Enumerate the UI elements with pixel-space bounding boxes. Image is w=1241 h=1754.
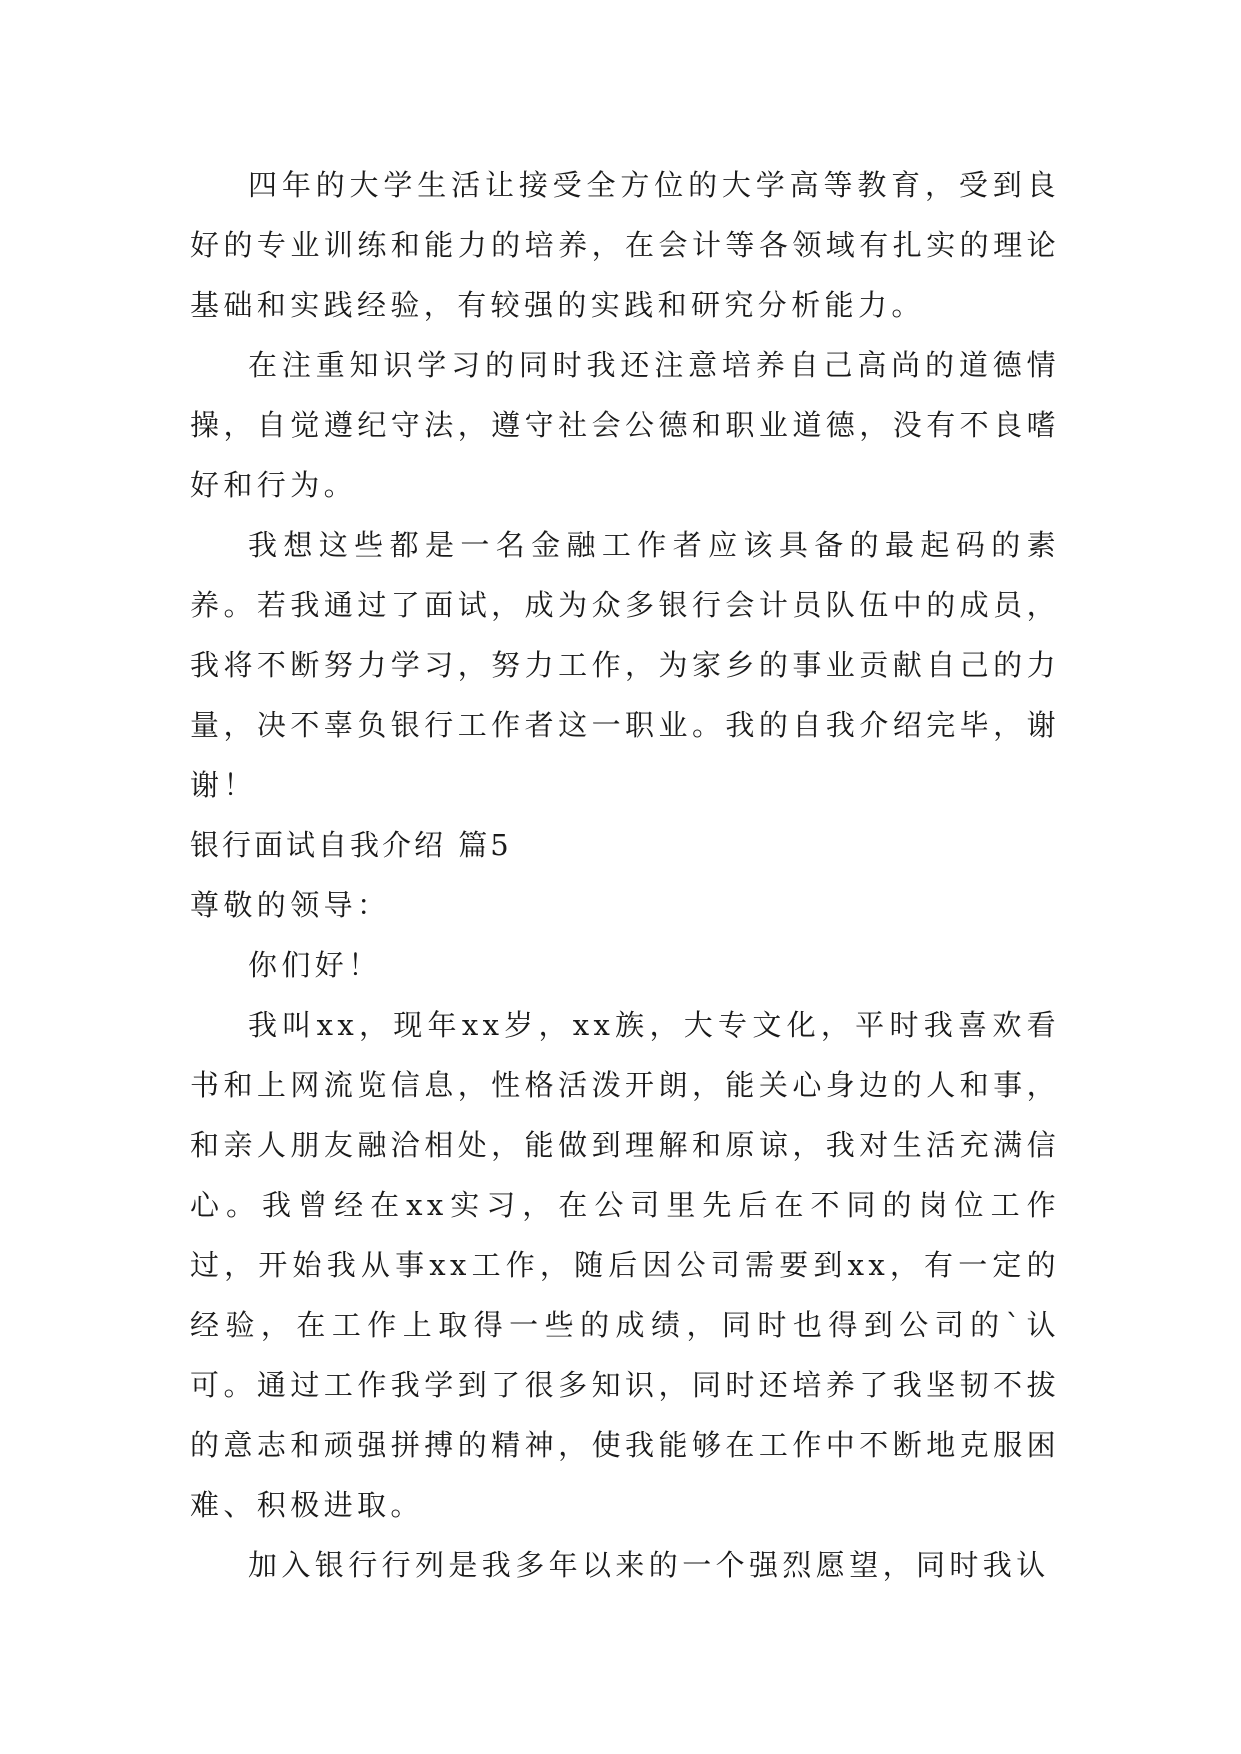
greeting: 你们好！ (248, 948, 382, 982)
section-heading: 银行面试自我介绍 篇5 (190, 828, 512, 862)
paragraph-morals: 在注重知识学习的同时我还注意培养自己高尚的道德情操，自觉遵纪守法，遵守社会公德和职业道德，没有不良嗜好和行为。 (190, 348, 1060, 502)
paragraph-self-intro: 我叫xx，现年xx岁，xx族，大专文化，平时我喜欢看书和上网流览信息，性格活泼开朗，能关心身边的人和事，和亲人朋友融洽相处，能做到理解和原谅，我对生活充满信心。我曾经在xx实习，在公司里先后在不同的岗位工作过，开始我从事xx工作，随后因公司需要到xx，有一定的经验，在工作上取得一些的成绩，同时也得到公司的`认可。通过工作我学到了很多知识，同时还培养了我坚韧不拔的意志和顽强拼搏的精神，使我能够在工作中不断地克服困难、积极进取。 (190, 1008, 1060, 1522)
paragraph-aspiration: 加入银行行列是我多年以来的一个强烈愿望，同时我认 (248, 1548, 1050, 1582)
salutation: 尊敬的领导： (190, 888, 391, 922)
paragraph-education: 四年的大学生活让接受全方位的大学高等教育，受到良好的专业训练和能力的培养，在会计等各领域有扎实的理论基础和实践经验，有较强的实践和研究分析能力。 (190, 168, 1060, 322)
paragraph-closing: 我想这些都是一名金融工作者应该具备的最起码的素养。若我通过了面试，成为众多银行会计员队伍中的成员，我将不断努力学习，努力工作，为家乡的事业贡献自己的力量，决不辜负银行工作者这一职业。我的自我介绍完毕，谢谢！ (190, 528, 1060, 802)
document-page (190, 155, 1060, 1595)
